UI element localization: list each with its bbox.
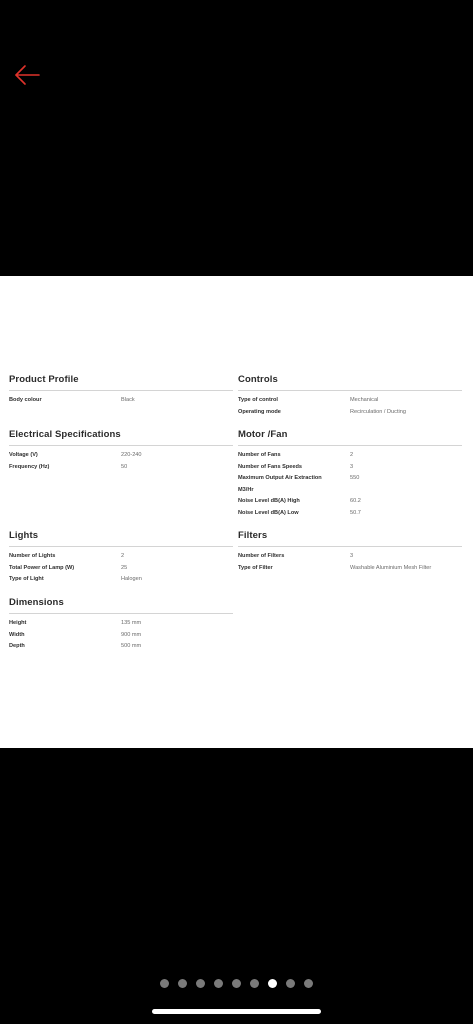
spec-label: Frequency (Hz) xyxy=(9,463,50,470)
spec-label: Depth xyxy=(9,643,25,650)
spec-label: Number of Filters xyxy=(238,553,285,559)
spec-row xyxy=(238,450,462,462)
section-title: Dimensions xyxy=(9,597,64,608)
spec-row xyxy=(238,551,462,563)
spec-row xyxy=(238,496,462,508)
spec-row xyxy=(9,551,233,563)
home-indicator[interactable] xyxy=(152,1009,321,1014)
spec-value: 50 xyxy=(121,463,128,470)
spec-row xyxy=(238,407,462,419)
spec-row xyxy=(9,630,233,642)
section-divider xyxy=(238,445,462,446)
section-filters xyxy=(238,529,462,574)
spec-label: Total Power of Lamp (W) xyxy=(9,564,75,571)
spec-row xyxy=(238,508,462,520)
section-lights xyxy=(9,529,233,586)
spec-label: Number of Fans Speeds xyxy=(238,463,303,470)
section-controls xyxy=(238,373,462,418)
section-divider xyxy=(9,390,233,391)
spec-value: 550 xyxy=(350,475,360,482)
spec-row xyxy=(238,473,462,485)
spec-value: 3 xyxy=(350,553,354,559)
section-divider xyxy=(9,613,233,614)
spec-value: 900 mm xyxy=(121,631,142,638)
page-dot[interactable] xyxy=(232,979,241,988)
page-dot[interactable] xyxy=(178,979,187,988)
spec-label: Operating mode xyxy=(238,408,281,415)
spec-label: Height xyxy=(9,620,27,626)
spec-row xyxy=(238,563,462,575)
section-electrical xyxy=(9,428,233,473)
spec-row xyxy=(9,462,233,474)
spec-row xyxy=(9,641,233,653)
spec-value: 3 xyxy=(350,463,354,470)
spec-label: Number of Lights xyxy=(9,553,56,559)
spec-sheet-image xyxy=(0,276,473,748)
spec-row xyxy=(238,485,462,497)
page-indicator xyxy=(0,979,473,988)
spec-value: 500 mm xyxy=(121,643,142,650)
spec-label: Type of Filter xyxy=(238,564,273,571)
spec-label: Maximum Output Air Extraction xyxy=(238,475,322,482)
spec-value: 50.7 xyxy=(350,509,361,516)
spec-value: 2 xyxy=(121,553,125,559)
spec-value: Washable Aluminium Mesh Filter xyxy=(350,564,432,571)
page-dot[interactable] xyxy=(196,979,205,988)
section-divider xyxy=(9,445,233,446)
spec-row xyxy=(9,395,233,407)
section-divider xyxy=(9,546,233,547)
page-dot[interactable] xyxy=(304,979,313,988)
section-title: Electrical Specifications xyxy=(9,429,121,440)
section-title: Lights xyxy=(9,530,39,541)
spec-label: Noise Level dB(A) High xyxy=(238,498,300,505)
section-title: Filters xyxy=(238,530,268,541)
spec-label: Body colour xyxy=(9,397,42,403)
spec-row xyxy=(9,563,233,575)
page-dot[interactable] xyxy=(214,979,223,988)
spec-value: 60.2 xyxy=(350,498,361,505)
section-divider xyxy=(238,546,462,547)
section-dimensions xyxy=(9,596,233,653)
spec-label: Number of Fans xyxy=(238,452,281,458)
spec-row xyxy=(9,618,233,630)
spec-row xyxy=(238,395,462,407)
spec-value: Mechanical xyxy=(350,397,379,403)
spec-value: 25 xyxy=(121,564,128,571)
back-button[interactable] xyxy=(10,60,44,90)
spec-value: 220-240 xyxy=(121,452,142,458)
spec-value: Halogen xyxy=(121,576,142,583)
page-dot[interactable] xyxy=(160,979,169,988)
spec-value: 135 mm xyxy=(121,620,142,626)
spec-label: M3/Hr xyxy=(238,486,254,493)
section-title: Product Profile xyxy=(9,374,79,385)
section-product-profile xyxy=(9,373,233,407)
spec-value: Black xyxy=(121,397,135,403)
spec-label: Width xyxy=(9,631,25,638)
arrow-left-icon xyxy=(10,60,44,90)
spec-value: Recirculation / Ducting xyxy=(350,408,406,415)
page-dot[interactable] xyxy=(268,979,277,988)
spec-label: Voltage (V) xyxy=(9,452,38,458)
spec-row xyxy=(238,462,462,474)
page-dot[interactable] xyxy=(250,979,259,988)
spec-label: Type of control xyxy=(238,397,278,403)
section-title: Controls xyxy=(238,374,278,385)
spec-label: Noise Level dB(A) Low xyxy=(238,509,299,516)
spec-row xyxy=(9,574,233,586)
section-divider xyxy=(238,390,462,391)
spec-row xyxy=(9,450,233,462)
spec-value: 2 xyxy=(350,452,354,458)
spec-label: Type of Light xyxy=(9,576,44,583)
section-motor-fan xyxy=(238,428,462,520)
section-title: Motor /Fan xyxy=(238,429,288,440)
page-dot[interactable] xyxy=(286,979,295,988)
